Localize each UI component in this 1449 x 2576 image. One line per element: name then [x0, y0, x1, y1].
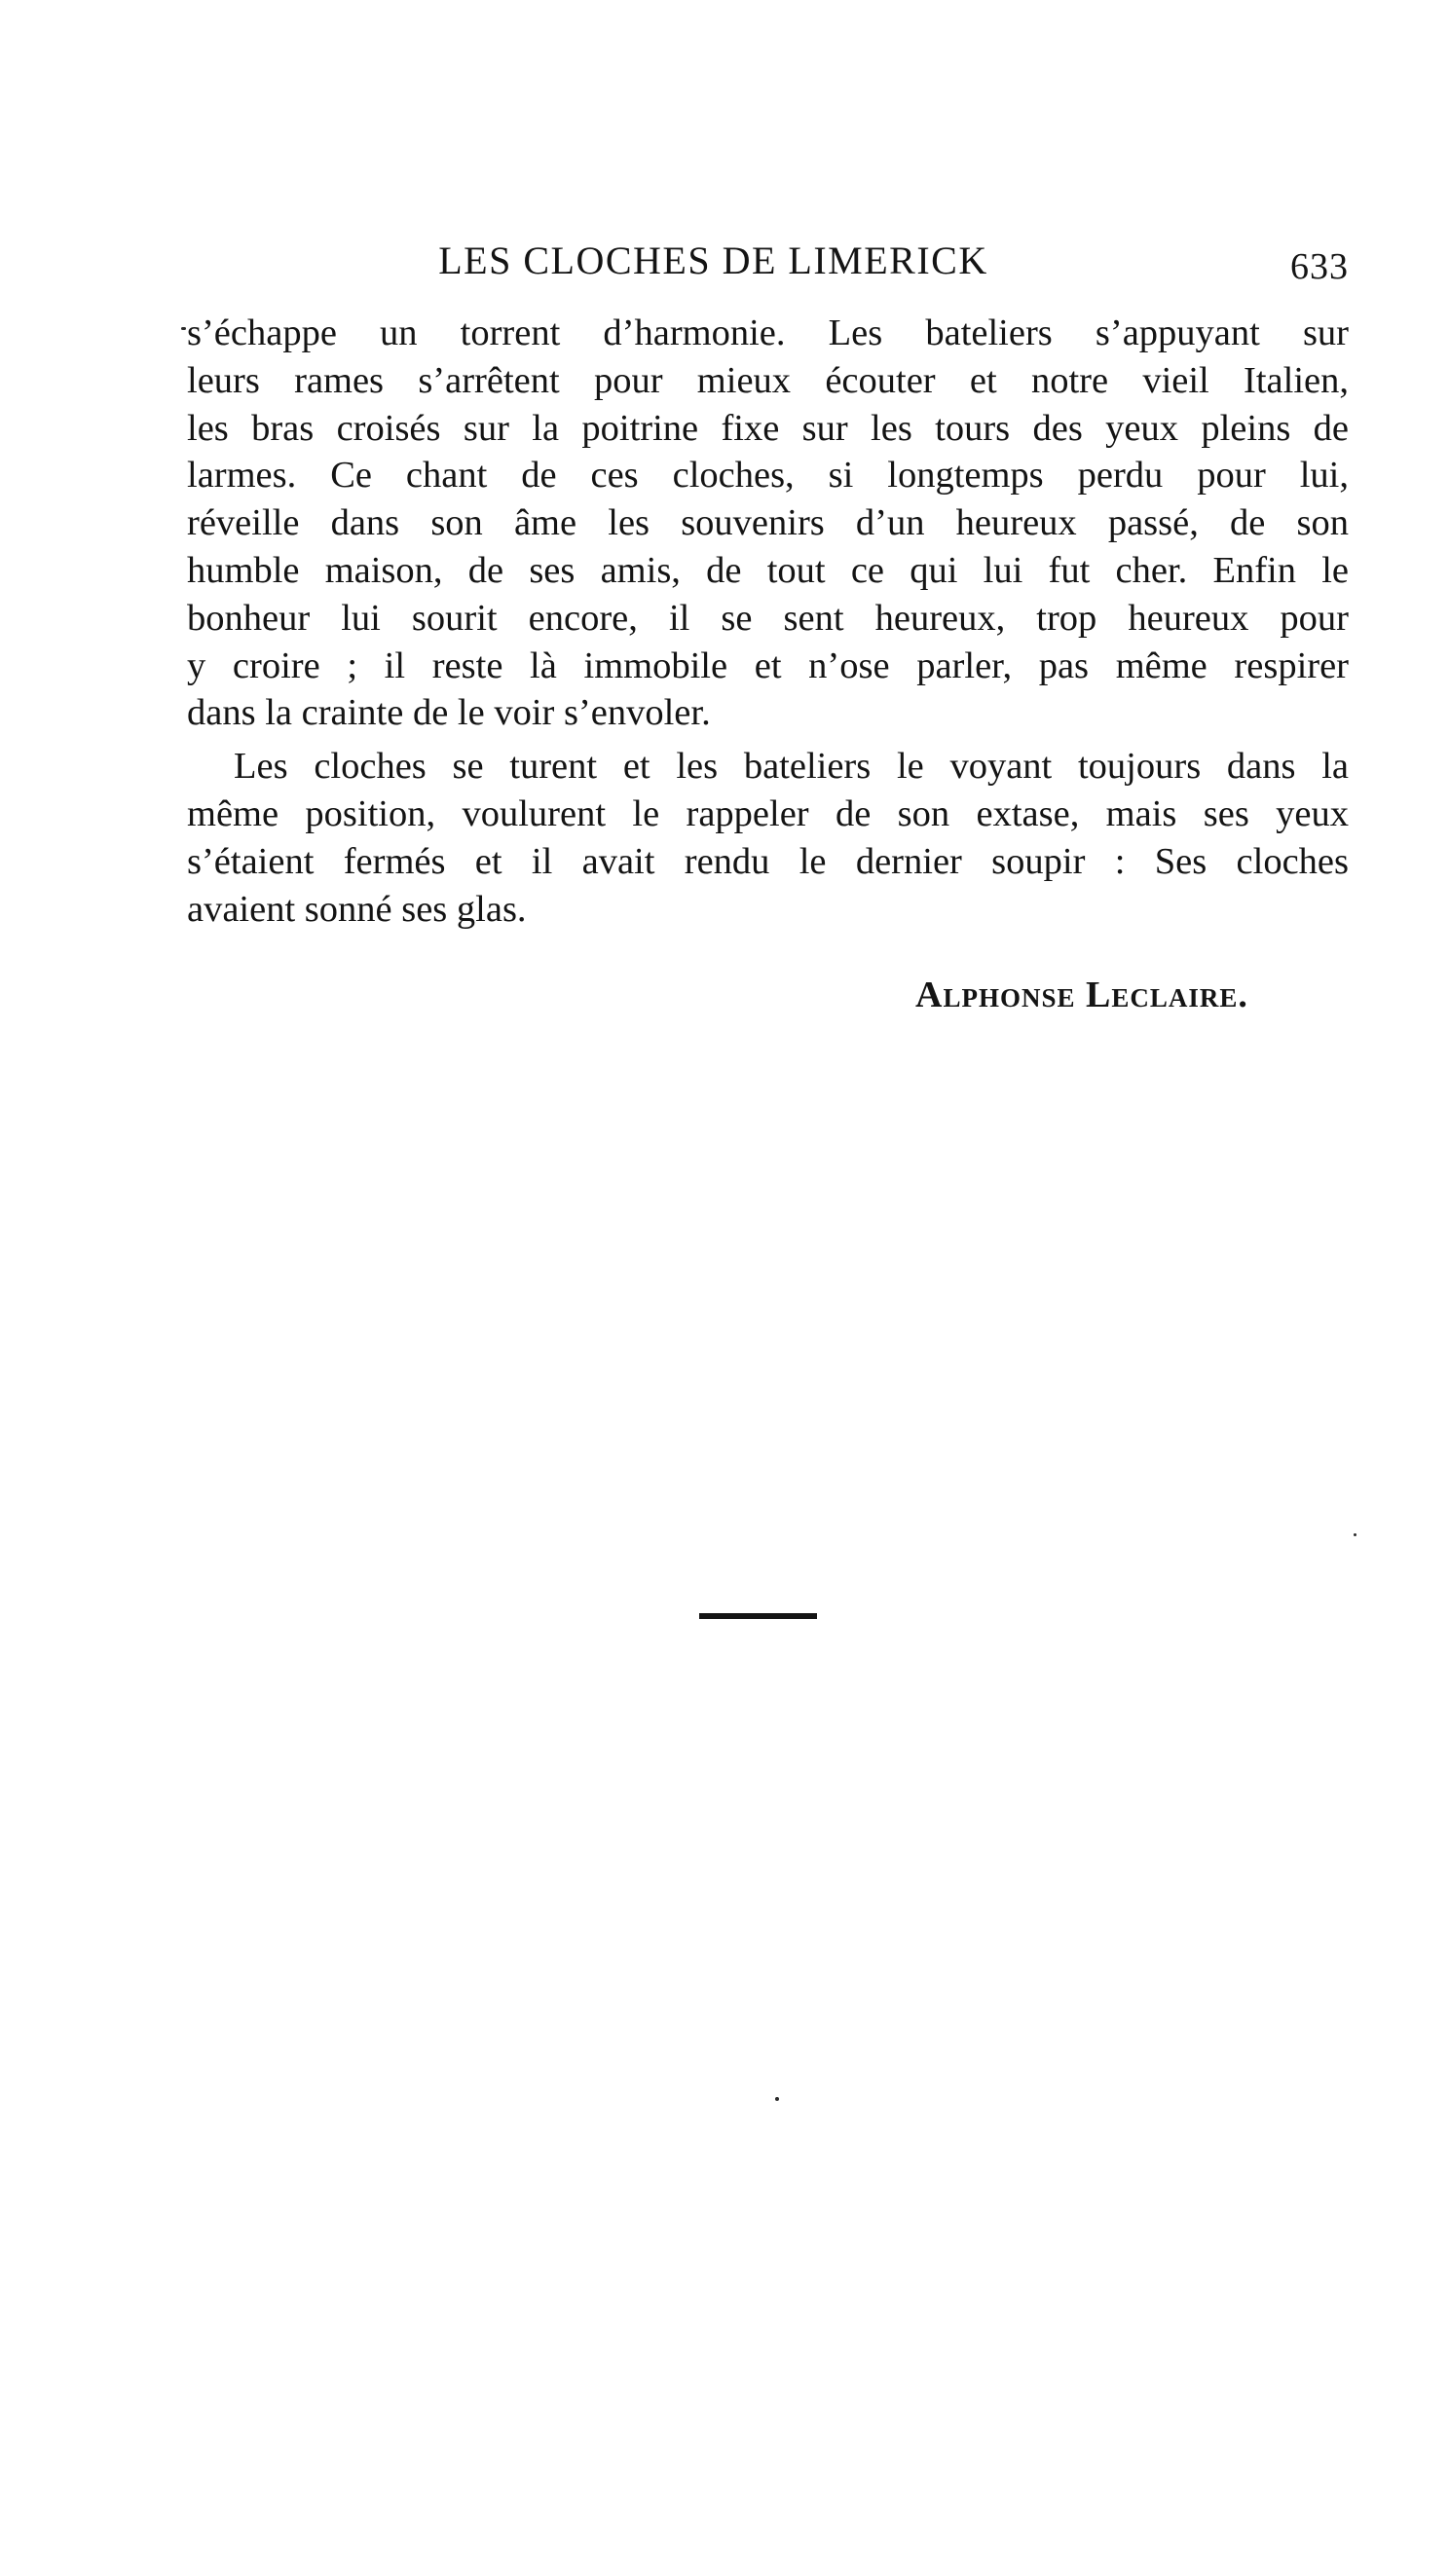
author-signature: Alphonse Leclaire.: [915, 975, 1248, 1015]
text-line: larmes. Ce chant de ces cloches, si longtemps perdu pour lui,: [187, 455, 1349, 497]
print-speck: [775, 2097, 779, 2101]
text-line: bonheur lui sourit encore, il se sent heureux, trop heureux pour: [187, 597, 1349, 639]
text-line: les bras croisés sur la poitrine fixe sur les tours des yeux pleins de: [187, 407, 1349, 449]
text-line: dans la crainte de le voir s’envoler.: [187, 692, 711, 734]
print-speck: [1354, 1533, 1356, 1536]
text-line: s’étaient fermés et il avait rendu le dernier soupir : Ses cloches: [187, 840, 1349, 882]
body-text: [187, 310, 1349, 933]
text-line: y croire ; il reste là immobile et n’ose parler, pas même respirer: [187, 644, 1349, 686]
text-line: humble maison, de ses amis, de tout ce qui lui fut cher. Enfin le: [187, 549, 1349, 591]
running-title: LES CLOCHES DE LIMERICK: [438, 239, 988, 282]
text-line: avaient sonné ses glas.: [187, 888, 527, 930]
text-line: réveille dans son âme les souvenirs d’un heureux passé, de son: [187, 502, 1349, 544]
page-number: 633: [1290, 246, 1349, 287]
text-line: Les cloches se turent et les bateliers le voyant toujours dans la: [234, 746, 1349, 788]
text-line: leurs rames s’arrêtent pour mieux écouter et notre vieil Italien,: [187, 359, 1349, 401]
text-line: s’échappe un torrent d’harmonie. Les bateliers s’appuyant sur: [187, 313, 1349, 353]
text-line: même position, voulurent le rappeler de son extase, mais ses yeux: [187, 792, 1349, 834]
paragraph-2: [187, 743, 1349, 933]
running-header: [185, 232, 1349, 290]
section-divider-rule: [699, 1613, 817, 1619]
paragraph-1: [187, 310, 1349, 737]
print-speck: [181, 327, 186, 330]
